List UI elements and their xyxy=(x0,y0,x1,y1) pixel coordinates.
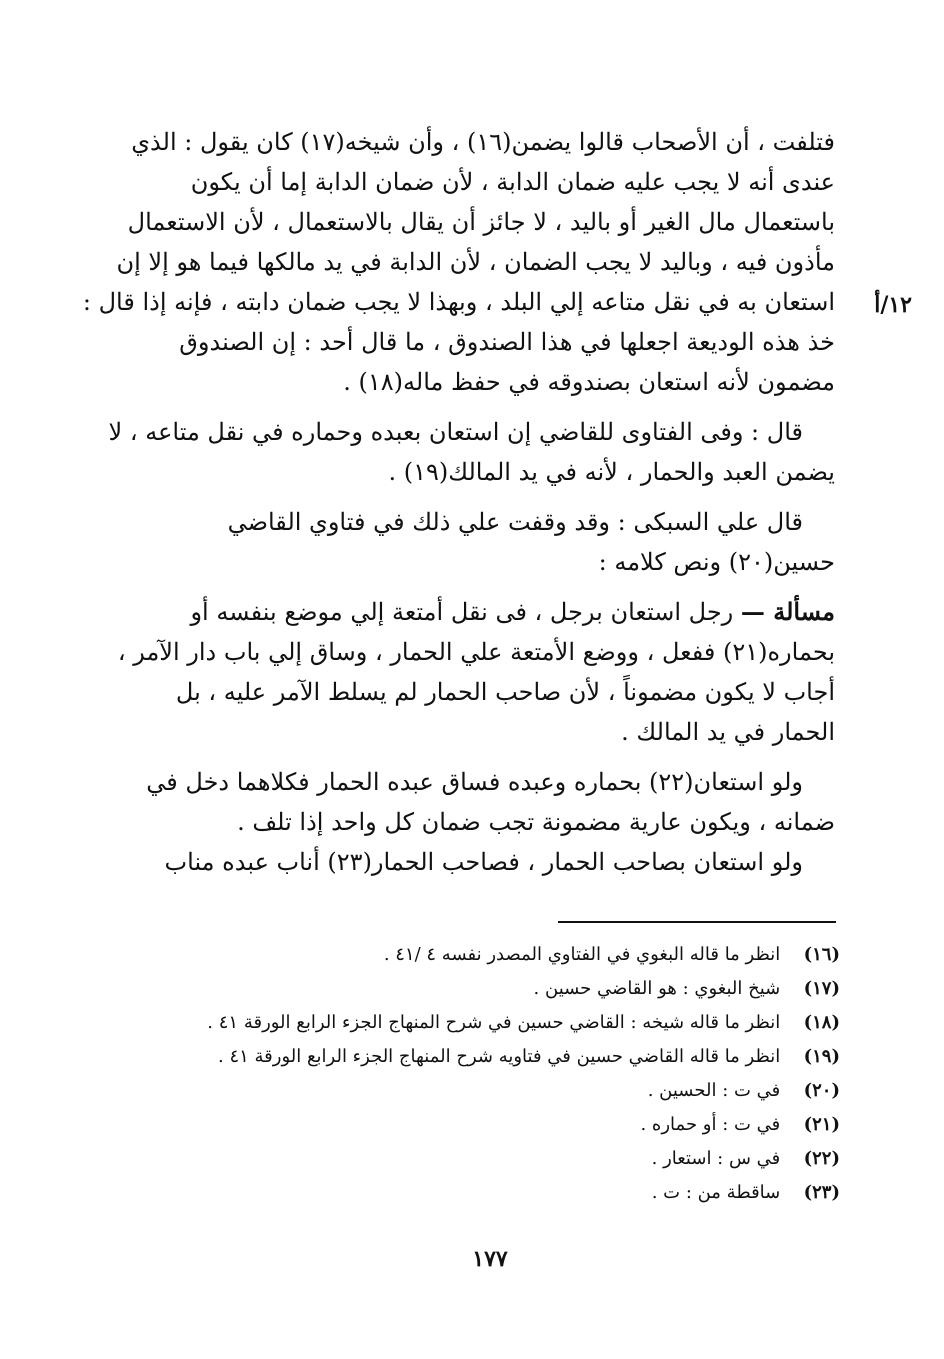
footnote-number: (٢٠) xyxy=(803,1080,840,1101)
footnote-text: انظر ما قاله البغوي في الفتاوي المصدر نفسه ٤ /٤١ . xyxy=(383,944,781,965)
footnote xyxy=(160,1108,840,1142)
footnote xyxy=(160,1176,840,1210)
footnote-number: (٢٢) xyxy=(803,1148,840,1169)
text-line: بحماره(٢١) ففعل ، ووضع الأمتعة علي الحمار ، وساق إلي باب دار الآمر ، xyxy=(117,638,835,666)
footnote-number: (٢١) xyxy=(803,1114,840,1135)
text-line xyxy=(160,592,835,632)
margin-folio-note: ١٢/أ xyxy=(874,292,912,318)
text-line: استعان به في نقل متاعه إلي البلد ، وبهذا لا يجب ضمان دابته ، فإنه إذا قال : xyxy=(82,288,835,316)
footnote-text: في ت : الحسين . xyxy=(647,1080,781,1101)
page-number: ١٧٧ xyxy=(472,1246,508,1272)
paragraph-5 xyxy=(146,762,835,842)
paragraph-2 xyxy=(108,412,835,492)
footnote-number: (١٨) xyxy=(803,1012,840,1033)
text-line: الحمار في يد المالك . xyxy=(621,718,835,746)
footnote-text: انظر ما قاله القاضي حسين في فتاويه شرح المنهاج الجزء الرابع الورقة ٤١ . xyxy=(217,1046,781,1067)
footnote xyxy=(160,1040,840,1074)
footnotes xyxy=(160,938,840,1210)
text-line: حسين(٢٠) ونص كلامه : xyxy=(598,548,835,576)
footnote-number: (١٩) xyxy=(803,1046,840,1067)
footnote-number: (١٧) xyxy=(803,978,840,999)
text-line: قال علي السبكى : وقد وقفت علي ذلك في فتاوي القاضي xyxy=(227,508,803,536)
footnote-text: ساقطة من : ت . xyxy=(651,1182,781,1203)
text-line: فتلفت ، أن الأصحاب قالوا يضمن(١٦) ، وأن شيخه(١٧) كان يقول : الذي xyxy=(131,128,835,156)
paragraph-4 xyxy=(117,592,835,752)
text-line: أجاب لا يكون مضموناً ، لأن صاحب الحمار لم يسلط الآمر عليه ، بل xyxy=(175,678,835,706)
paragraph-1 xyxy=(82,122,835,402)
footnote xyxy=(160,1074,840,1108)
footnote xyxy=(160,972,840,1006)
text-line: ولو استعان(٢٢) بحماره وعبده فساق عبده الحمار فكلاهما دخل في xyxy=(146,768,803,796)
text-line: ولو استعان بصاحب الحمار ، فصاحب الحمار(٢٣) أناب عبده مناب xyxy=(164,848,803,876)
text-line: خذ هذه الوديعة اجعلها في هذا الصندوق ، ما قال أحد : إن الصندوق xyxy=(179,328,835,356)
issue-heading: مسألة — xyxy=(740,597,835,626)
text-line: مضمون لأنه استعان بصندوقه في حفظ ماله(١٨) . xyxy=(343,368,835,396)
footnote-number: (١٦) xyxy=(803,944,840,965)
footnote-separator xyxy=(558,921,836,923)
text-line: عندى أنه لا يجب عليه ضمان الدابة ، لأن ضمان الدابة إما أن يكون xyxy=(190,168,835,196)
text-line: يضمن العبد والحمار ، لأنه في يد المالك(١٩) . xyxy=(388,458,835,486)
text-span: رجل استعان برجل ، فى نقل أمتعة إلي موضع بنفسه أو xyxy=(190,598,741,626)
footnote-text: في ت : أو حماره . xyxy=(640,1114,781,1135)
text-line: باستعمال مال الغير أو باليد ، لا جائز أن يقال بالاستعمال ، لأن الاستعمال xyxy=(127,208,835,236)
footnote xyxy=(160,1006,840,1040)
footnote xyxy=(160,1142,840,1176)
footnote-number: (٢٣) xyxy=(803,1182,840,1203)
text-line: مأذون فيه ، وباليد لا يجب الضمان ، لأن الدابة في يد مالكها فيما هو إلا إن xyxy=(116,248,835,276)
main-text xyxy=(82,122,835,882)
footnote-text: انظر ما قاله شيخه : القاضي حسين في شرح المنهاج الجزء الرابع الورقة ٤١ . xyxy=(207,1012,781,1033)
text-line: قال : وفى الفتاوى للقاضي إن استعان بعبده وحماره في نقل متاعه ، لا xyxy=(108,418,803,446)
paragraph-6 xyxy=(160,842,835,882)
footnote xyxy=(160,938,840,972)
footnote-text: شيخ البغوي : هو القاضي حسين . xyxy=(533,978,781,999)
text-line: ضمانه ، ويكون عارية مضمونة تجب ضمان كل واحد إذا تلف . xyxy=(237,808,835,836)
paragraph-3 xyxy=(160,502,835,582)
footnote-text: في س : استعار . xyxy=(651,1148,781,1169)
